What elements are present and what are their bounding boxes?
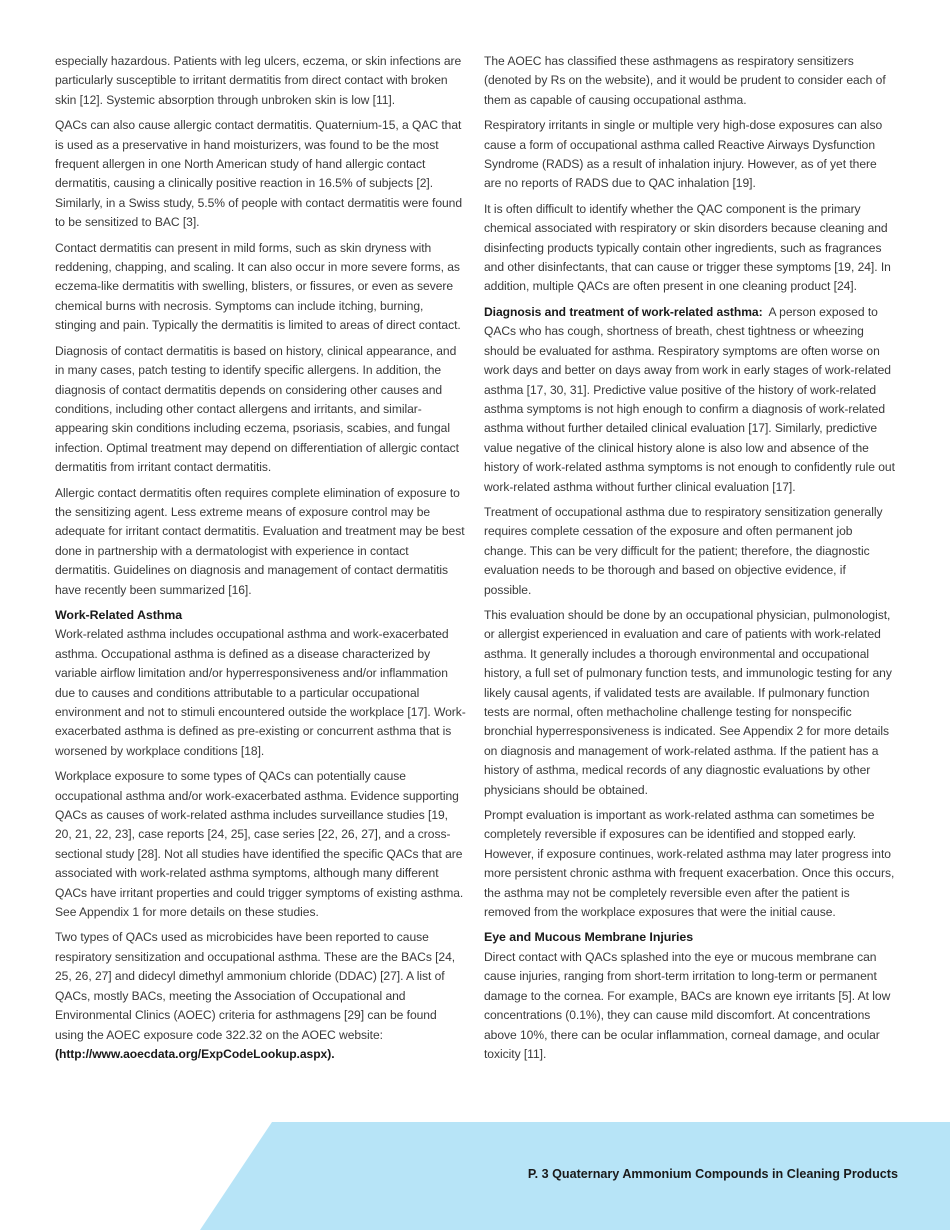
paragraph: Diagnosis of contact dermatitis is based on history, clinical appearance, and in many cases, patch testing to identify specific allergens. In addition, the diagnosis of contact dermatitis depends on considering other causes and conditions, including other contact allergens and irritants, and similar-appearing skin conditions including eczema, psoriasis, scabies, and fungal infection. Optimal treatment may depend on differentiation of allergic contact dermatitis from irritant contact dermatitis.: [55, 343, 459, 475]
paragraph: [484, 303, 899, 497]
paragraph: Work-related asthma includes occupational asthma and work-exacerbated asthma. Occupational asthma is defined as a disease characterized by variable airflow limitation and/or hyperresponsiveness and/or inflammation due to causes and conditions attributable to a particular occupational environment and not to stimuli encountered outside the workplace [17]. Work-exacerbated asthma is defined as pre-existing or concurrent asthma that is worsened by workplace conditions [18].: [55, 627, 466, 758]
paragraph: It is often difficult to identify whether the QAC component is the primary chemical associated with respiratory or skin disorders because cleaning and disinfecting products typically contain other ingredients, such as fragrances and other disinfectants, that can cause or trigger these symptoms [19, 24]. In addition, multiple QACs are often present in one cleaning product [24].: [484, 201, 891, 294]
paragraph: Workplace exposure to some types of QACs can potentially cause occupational asthma and/or work-exacerbated asthma. Evidence supporting QACs as causes of work-related asthma includes surveillance studies [19, 20, 21, 22, 23], case reports [24, 25], case series [22, 26, 27], and a cross-sectional study [28]. Not all studies have identified the specific QACs that are associated with work-related asthma symptoms, although many different QACs have irritant properties and could trigger symptoms of existing asthma. See Appendix 1 for more details on these studies.: [55, 769, 464, 920]
section-heading-eye-injuries: Eye and Mucous Membrane Injuries: [484, 930, 694, 945]
footer-page-title: P. 3 Quaternary Ammonium Compounds in Cleaning Products: [527, 1167, 898, 1181]
paragraph-text: Two types of QACs used as microbicides have been reported to cause respiratory sensitization and occupational asthma. These are the BACs [24, 25, 26, 27] and didecyl dimethyl ammonium chloride (DDAC) [27]. A list of QACs, mostly BACs, meeting the Association of Occupational and Environmental Clinics (AOEC) criteria for asthmagens [29] can be found using the AOEC exposure code 322.32 on the AOEC website:: [55, 930, 456, 1042]
paragraph: [55, 928, 467, 1064]
paragraph: Allergic contact dermatitis often requires complete elimination of exposure to the sensitizing agent. Less extreme means of exposure control may be adequate for irritant contact dermatitis. Evaluation and treatment may be best done in partnership with a dermatologist with experience in contact dermatitis. Guidelines on diagnosis and management of contact dermatitis have recently been summarized [16].: [55, 485, 465, 597]
section-heading-work-related-asthma: Work-Related Asthma: [55, 607, 183, 622]
paragraph: especially hazardous. Patients with leg ulcers, eczema, or skin infections are particularly susceptible to irritant dermatitis from direct contact with broken skin [12]. Systemic absorption through unbroken skin is low [11].: [55, 54, 462, 107]
left-column: [55, 52, 467, 1064]
paragraph-text: A person exposed to QACs who has cough, shortness of breath, chest tightness or wheezing should be evaluated for asthma. Respiratory symptoms are often worse on work days and better on days away from work in early stages of work-related asthma [17, 30, 31]. Predictive value positive of the history of work-related asthma symptoms is not high enough to confirm a diagnosis of work-related asthma without further detailed clinical evaluation [17]. Similarly, predictive value negative of the clinical history alone is also low and absence of the history of work-related asthma symptoms is not enough to confidently rule out work-related asthma without further clinical evaluation [17].: [484, 304, 899, 494]
right-column: [484, 52, 899, 1070]
inline-heading-diagnosis: Diagnosis and treatment of work-related asthma:: [484, 304, 763, 319]
aoec-link[interactable]: (http://www.aoecdata.org/ExpCodeLookup.aspx).: [55, 1046, 335, 1061]
paragraph: Contact dermatitis can present in mild forms, such as skin dryness with reddening, chapping, and scaling. It can also occur in more severe forms, as eczema-like dermatitis with swelling, blisters, or fissures, or even as severe chemical burns with necrosis. Symptoms can include itching, burning, stinging and pain. Typically the dermatitis is limited to areas of direct contact.: [55, 240, 461, 333]
paragraph: Treatment of occupational asthma due to respiratory sensitization generally requires complete cessation of the exposure and often permanent job change. This can be very difficult for the patient; therefore, the diagnostic evaluation needs to be thorough and based on objective evidence, if possible.: [484, 504, 883, 597]
paragraph: QACs can also cause allergic contact dermatitis. Quaternium-15, a QAC that is used as a preservative in hand moisturizers, was found to be the most frequent allergen in one North American study of hand allergic contact dermatitis, causing a clinically positive reaction in 16.5% of subjects [2]. Similarly, in a Swiss study, 5.5% of people with contact dermatitis were found to be sensitized to BAC [3].: [55, 118, 463, 230]
paragraph: This evaluation should be done by an occupational physician, pulmonologist, or allergist experienced in evaluation and care of patients with work-related asthma. It generally includes a thorough environmental and occupational history, a full set of pulmonary function tests, and immunologic testing for any likely causal agents, if validated tests are available. If pulmonary function tests are normal, often methacholine challenge testing for nonspecific bronchial hyperresponsiveness is indicated. See Appendix 2 for more details on diagnosis and management of work-related asthma. If the patient has a history of asthma, medical records of any diagnostic evaluations by other physicians should be obtained.: [484, 607, 892, 797]
paragraph: Prompt evaluation is important as work-related asthma can sometimes be completely reversible if exposures can be identified and stopped early. However, if exposure continues, work-related asthma may later progress into more persistent chronic asthma with frequent exacerbation. Once this occurs, the asthma may not be completely reversible even after the patient is removed from the workplace exposures that were the initial cause.: [484, 808, 895, 920]
paragraph: Respiratory irritants in single or multiple very high-dose exposures can also cause a form of occupational asthma called Reactive Airways Dysfunction Syndrome (RADS) as a result of inhalation injury. However, as of yet there are no reports of RADS due to QAC inhalation [19].: [484, 118, 883, 191]
paragraph: The AOEC has classified these asthmagens as respiratory sensitizers (denoted by Rs on the website), and it would be prudent to consider each of them as capable of causing occupational asthma.: [484, 54, 886, 107]
paragraph: Direct contact with QACs splashed into the eye or mucous membrane can cause injuries, ranging from short-term irritation to long-term or permanent damage to the cornea. For example, BACs are known eye irritants [5]. At low concentrations (0.1%), they can cause mild discomfort. At concentrations above 10%, there can be ocular inflammation, corneal damage, and ocular toxicity [11].: [484, 949, 891, 1061]
